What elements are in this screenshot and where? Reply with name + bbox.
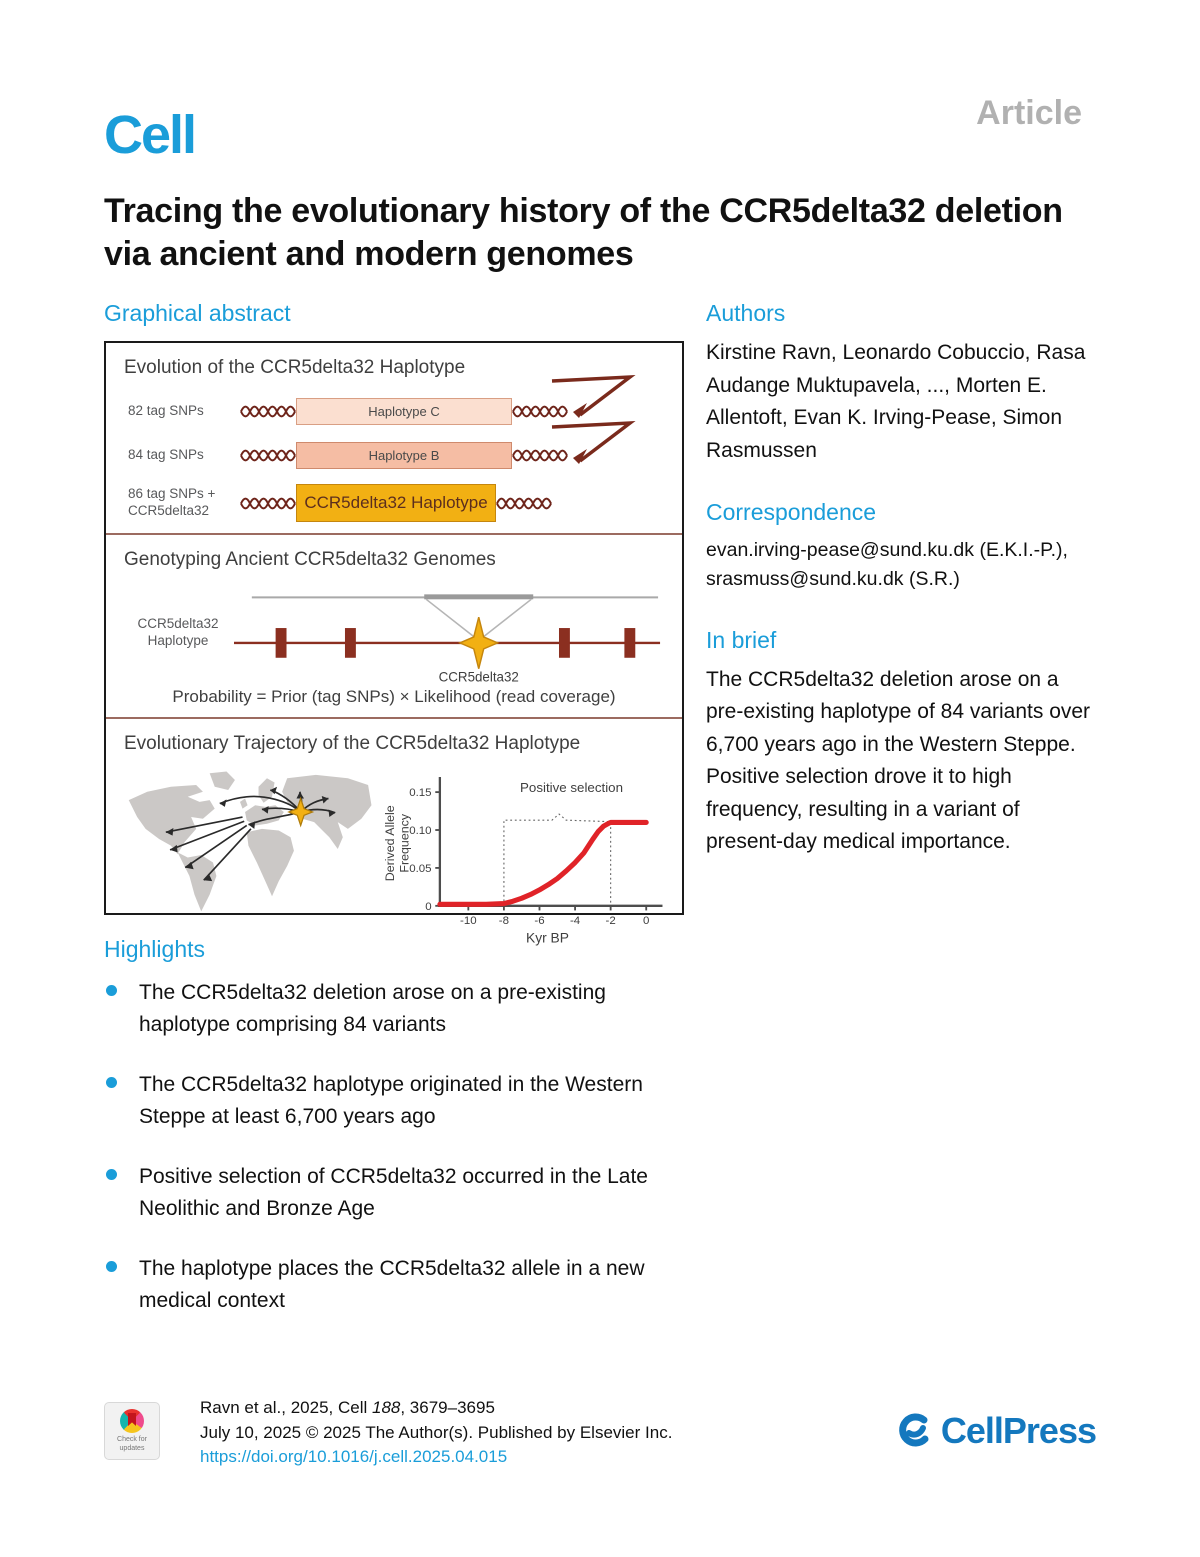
svg-text:0: 0 bbox=[642, 915, 650, 928]
genotyping-diagram bbox=[234, 581, 666, 685]
svg-text:-10: -10 bbox=[459, 915, 477, 928]
descent-arrow-icon bbox=[542, 419, 638, 469]
check-for-updates-badge[interactable] bbox=[104, 1402, 160, 1460]
dna-squiggle-icon bbox=[496, 495, 552, 512]
bullet-dot-icon bbox=[106, 1261, 117, 1272]
evolution-section bbox=[106, 343, 682, 533]
bullet-dot-icon bbox=[106, 1077, 117, 1088]
south-america-shape bbox=[178, 852, 217, 911]
tag-snp-marker bbox=[624, 628, 635, 658]
trajectory-section-title: Evolutionary Trajectory of the CCR5delta32 Haplotype bbox=[124, 733, 581, 754]
bullet-dot-icon bbox=[106, 1169, 117, 1180]
svg-text:Positive selection: Positive selection bbox=[519, 779, 623, 795]
highlights-section bbox=[104, 936, 724, 1345]
metadata-column bbox=[706, 300, 1096, 915]
authors-list: Kirstine Ravn, Leonardo Cobuccio, Rasa Audange Muktupavela, ..., Morten E. Allentoft, Evan K. Irving-Pease, Simon Rasmussen bbox=[706, 341, 1086, 462]
bullet-dot-icon bbox=[106, 985, 117, 996]
graphical-abstract-figure bbox=[104, 341, 684, 946]
page-title: Tracing the evolutionary history of the CCR5delta32 deletion via ancient and modern genomes bbox=[104, 192, 1063, 273]
authors-heading: Authors bbox=[706, 300, 786, 326]
arrowhead bbox=[220, 799, 227, 807]
cell-journal-logo: Cell bbox=[104, 105, 196, 165]
graphical-abstract-heading: Graphical abstract bbox=[104, 300, 291, 326]
svg-text:Kyr BP: Kyr BP bbox=[525, 930, 569, 946]
doi-link[interactable]: https://doi.org/10.1016/j.cell.2025.04.015 bbox=[200, 1447, 508, 1467]
evolution-section-title: Evolution of the CCR5delta32 Haplotype bbox=[124, 357, 466, 378]
descent-arrow-icon bbox=[542, 373, 638, 423]
svg-text:-2: -2 bbox=[605, 915, 616, 928]
in-brief-heading: In brief bbox=[706, 626, 777, 653]
volume-number: 188 bbox=[371, 1398, 401, 1417]
citation-block bbox=[200, 1396, 672, 1470]
footer bbox=[104, 1396, 1096, 1470]
svg-text:Derived Allele: Derived Allele bbox=[382, 805, 397, 882]
world-map bbox=[122, 765, 375, 923]
svg-text:-8: -8 bbox=[498, 915, 509, 928]
haplotype-row-label: 86 tag SNPs + CCR5delta32 bbox=[128, 486, 216, 518]
read-segment bbox=[424, 594, 533, 599]
north-america-shape bbox=[129, 785, 215, 854]
genotyping-section bbox=[106, 535, 682, 717]
svg-text:Frequency: Frequency bbox=[397, 813, 412, 873]
haplotype-row-ccr5delta32 bbox=[122, 477, 666, 529]
trajectory-section bbox=[106, 719, 682, 946]
svg-text:0.15: 0.15 bbox=[409, 787, 432, 800]
haplotype-row-label: 82 tag SNPs bbox=[128, 402, 204, 418]
check-for-updates-label: Check for updates bbox=[117, 1436, 147, 1452]
highlight-item bbox=[104, 1161, 724, 1224]
svg-text:0: 0 bbox=[425, 900, 432, 913]
crossmark-icon bbox=[120, 1409, 144, 1433]
tag-snp-marker bbox=[559, 628, 570, 658]
haplotype-row-label: 84 tag SNPs bbox=[128, 446, 204, 462]
svg-text:0.10: 0.10 bbox=[409, 825, 432, 838]
highlight-text: Positive selection of CCR5delta32 occurred in the Late Neolithic and Bronze Age bbox=[139, 1165, 648, 1220]
probability-formula: Probability = Prior (tag SNPs) × Likelihood (read coverage) bbox=[172, 687, 616, 706]
britain-shape bbox=[240, 798, 248, 808]
migration-arrow bbox=[204, 829, 251, 880]
highlight-text: The CCR5delta32 haplotype originated in the Western Steppe at least 6,700 years ago bbox=[139, 1073, 643, 1128]
correspondence-heading: Correspondence bbox=[706, 499, 877, 526]
main-columns bbox=[104, 300, 1096, 946]
graphical-abstract-column bbox=[104, 300, 684, 946]
highlight-item bbox=[104, 977, 724, 1040]
bookmark-icon bbox=[128, 1413, 136, 1426]
dna-squiggle-icon bbox=[240, 447, 296, 464]
citation-line: Ravn et al., 2025, Cell 188, 3679–3695 bbox=[200, 1398, 495, 1417]
deletion-star-label: CCR5delta32 bbox=[438, 669, 519, 685]
svg-text:-6: -6 bbox=[534, 915, 545, 928]
svg-text:-4: -4 bbox=[569, 915, 581, 928]
haplotype-b-box: Haplotype B bbox=[296, 442, 512, 469]
haplotype-c-box: Haplotype C bbox=[296, 398, 512, 425]
svg-text:0.05: 0.05 bbox=[409, 863, 432, 876]
highlight-text: The haplotype places the CCR5delta32 allele in a new medical context bbox=[139, 1257, 645, 1312]
article-type-label: Article bbox=[976, 94, 1082, 132]
tag-snp-marker bbox=[276, 628, 287, 658]
highlights-heading: Highlights bbox=[104, 936, 205, 962]
highlight-text: The CCR5delta32 deletion arose on a pre-existing haplotype comprising 84 variants bbox=[139, 981, 606, 1036]
cellpress-logo-text: CellPress bbox=[940, 1410, 1096, 1451]
genotyping-section-title: Genotyping Ancient CCR5delta32 Genomes bbox=[124, 549, 496, 570]
genotyping-haplotype-label: CCR5delta32 Haplotype bbox=[137, 616, 219, 648]
publication-line: July 10, 2025 © 2025 The Author(s). Published by Elsevier Inc. bbox=[200, 1422, 673, 1442]
dna-squiggle-icon bbox=[240, 495, 296, 512]
highlight-item bbox=[104, 1253, 724, 1316]
cellpress-logo bbox=[895, 1410, 1096, 1452]
ccr5delta32-haplotype-box: CCR5delta32 Haplotype bbox=[296, 484, 496, 522]
greenland-shape bbox=[210, 772, 235, 791]
dna-squiggle-icon bbox=[240, 403, 296, 420]
tag-snp-marker bbox=[345, 628, 356, 658]
correspondence-emails: evan.irving-pease@sund.ku.dk (E.K.I.-P.), srasmuss@sund.ku.dk (S.R.) bbox=[706, 539, 1068, 591]
in-brief-text: The CCR5delta32 deletion arose on a pre-existing haplotype of 84 variants over 6,700 years ago in the Western Steppe. Positive selection drove it to high frequency, resulting in a variant of present-day medical importance. bbox=[706, 667, 1091, 854]
cellpress-logo-icon bbox=[895, 1411, 935, 1451]
highlight-item bbox=[104, 1069, 724, 1132]
africa-shape bbox=[247, 829, 294, 896]
allele-frequency-chart bbox=[381, 765, 666, 951]
deletion-star-icon bbox=[460, 617, 498, 669]
